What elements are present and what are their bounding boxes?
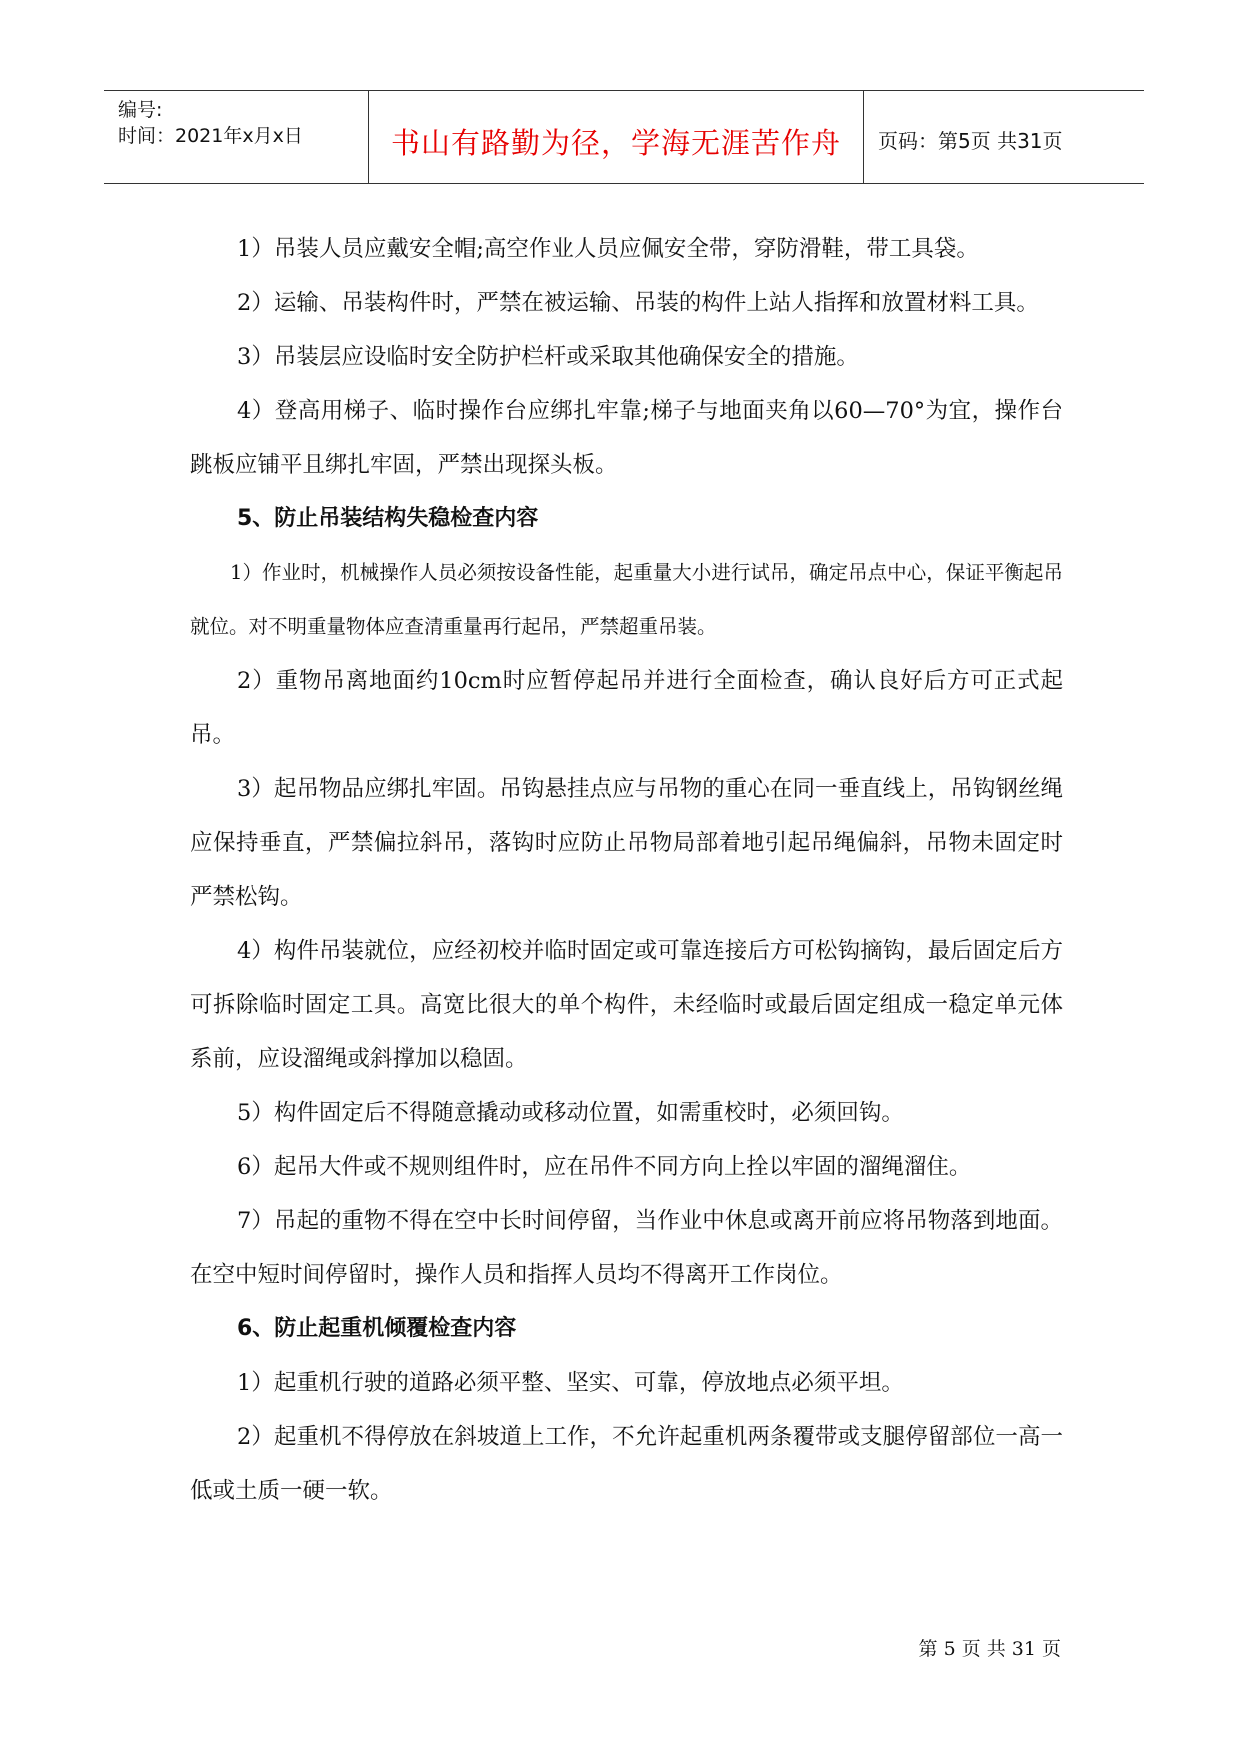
paragraph: 3）起吊物品应绑扎牢固。吊钩悬挂点应与吊物的重心在同一垂直线上，吊钩钢丝绳应保持垂直，严禁偏拉斜吊，落钩时应防止吊物局部着地引起吊绳偏斜，吊物未固定时严禁松钩。	[190, 776, 1063, 910]
paragraph: 5）构件固定后不得随意撬动或移动位置，如需重校时，必须回钩。	[237, 1100, 904, 1126]
document-body	[190, 222, 1063, 1518]
section-heading: 6、防止起重机倾覆检查内容	[237, 1316, 517, 1341]
section-heading: 5、防止吊装结构失稳检查内容	[237, 506, 539, 531]
paragraph: 4）登高用梯子、临时操作台应绑扎牢靠;梯子与地面夹角以60—70°为宜，操作台跳板应铺平且绑扎牢固，严禁出现探头板。	[190, 398, 1063, 478]
page-footer-number: 第 5 页 共 31 页	[918, 1638, 1061, 1660]
document-code-label: 编号:	[118, 99, 163, 121]
header-page-number: 页码：第5页 共31页	[878, 129, 1063, 153]
paragraph: 6）起吊大件或不规则组件时，应在吊件不同方向上拴以牢固的溜绳溜住。	[237, 1154, 972, 1180]
paragraph: 2）重物吊离地面约10cm时应暂停起吊并进行全面检查，确认良好后方可正式起吊。	[190, 668, 1063, 748]
paragraph: 2）起重机不得停放在斜坡道上工作，不允许起重机两条覆带或支腿停留部位一高一低或土质一硬一软。	[190, 1424, 1063, 1504]
header-motto-cell	[369, 91, 864, 183]
header-page-cell	[864, 91, 1144, 183]
paragraph: 1）起重机行驶的道路必须平整、坚实、可靠，停放地点必须平坦。	[237, 1370, 904, 1396]
paragraph: 7）吊起的重物不得在空中长时间停留，当作业中休息或离开前应将吊物落到地面。在空中短时间停留时，操作人员和指挥人员均不得离开工作岗位。	[190, 1208, 1063, 1288]
paragraph: 3）吊装层应设临时安全防护栏杆或采取其他确保安全的措施。	[237, 344, 859, 370]
paragraph: 2）运输、吊装构件时，严禁在被运输、吊装的构件上站人指挥和放置材料工具。	[237, 290, 1039, 316]
header-motto: 书山有路勤为径，学海无涯苦作舟	[390, 126, 841, 160]
paragraph: 4）构件吊装就位，应经初校并临时固定或可靠连接后方可松钩摘钩，最后固定后方可拆除临时固定工具。高宽比很大的单个构件，未经临时或最后固定组成一稳定单元体系前，应设溜绳或斜撑加以稳固。	[190, 938, 1063, 1072]
paragraph: 1）吊装人员应戴安全帽;高空作业人员应佩安全带，穿防滑鞋，带工具袋。	[237, 236, 979, 262]
document-time-label: 时间：2021年x月x日	[118, 125, 303, 147]
paragraph: 1）作业时，机械操作人员必须按设备性能，起重量大小进行试吊，确定吊点中心，保证平衡起吊就位。对不明重量物体应查清重量再行起吊，严禁超重吊装。	[190, 561, 1063, 638]
page-header	[104, 90, 1144, 184]
header-info-cell	[104, 91, 369, 183]
